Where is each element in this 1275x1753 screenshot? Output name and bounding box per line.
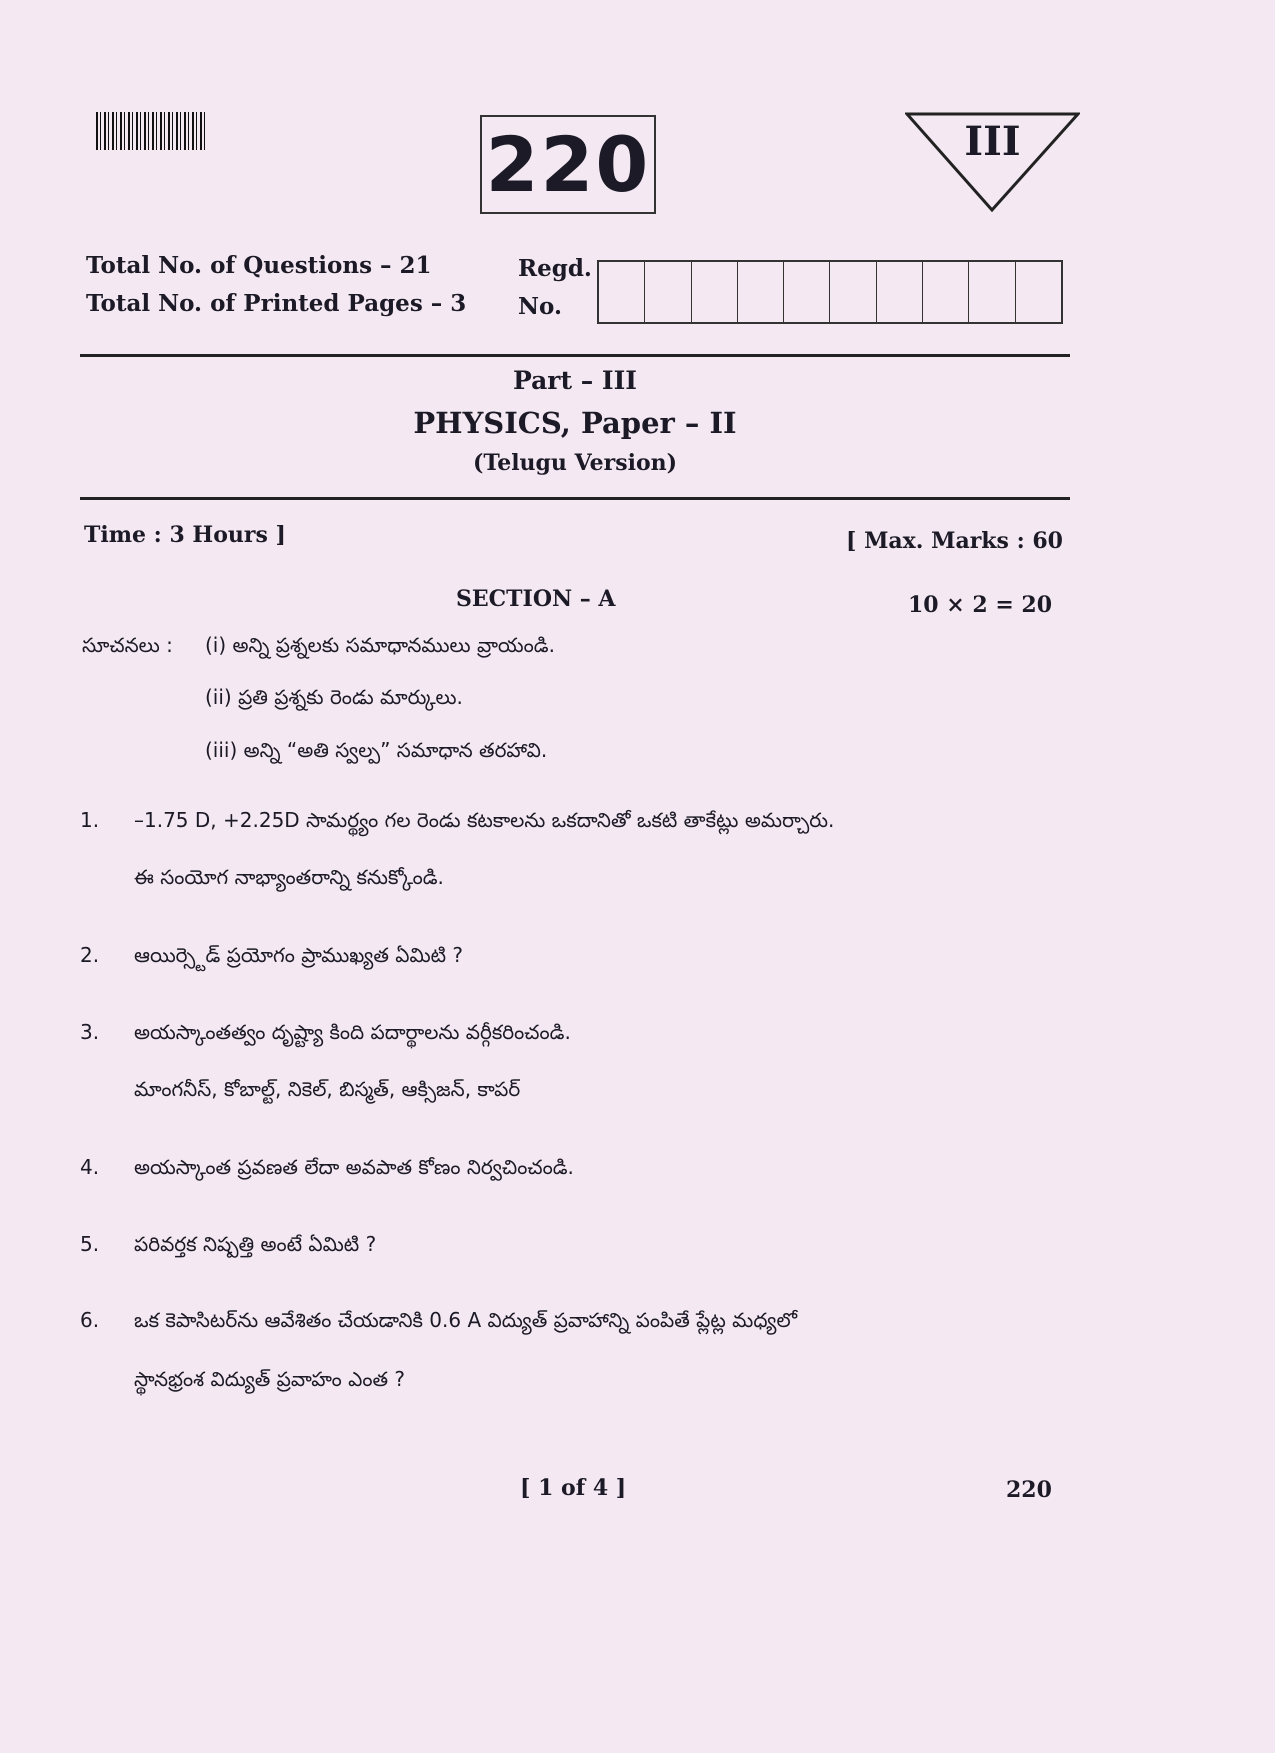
paper-code-box: 220: [480, 115, 656, 214]
divider-top: [80, 354, 1070, 357]
question-text: పరివర్తక నిష్పత్తి అంటే ఏమిటి ?: [134, 1232, 377, 1256]
question-text: –1.75 D, +2.25D సామర్థ్యం గల రెండు కటకాలను ఒకదానితో ఒకటి తాకేట్లు అమర్చారు.: [134, 808, 835, 832]
question-text: ఈ సంయోగ నాభ్యాంతరాన్ని కనుక్కోండి.: [134, 865, 444, 889]
regd-label: Regd.: [518, 255, 592, 282]
regd-box: [645, 262, 691, 322]
section-title: SECTION – A: [456, 586, 616, 612]
regd-box: [784, 262, 830, 322]
regd-box: [830, 262, 876, 322]
question-number: 4.: [80, 1155, 100, 1179]
regd-no-label: No.: [518, 293, 562, 320]
question-number: 5.: [80, 1232, 100, 1256]
question-text: ఆయిర్స్టెడ్ ప్రయోగం ప్రాముఖ్యత ఏమిటి ?: [134, 943, 464, 967]
regd-box: [738, 262, 784, 322]
question-text: అయస్కాంత ప్రవణత లేదా అవపాత కోణం నిర్వచించండి.: [134, 1155, 574, 1179]
section-marks: 10 × 2 = 20: [908, 592, 1053, 618]
question-number: 3.: [80, 1020, 100, 1044]
instructions-label: సూచనలు :: [82, 633, 173, 657]
part-title: Part – III: [512, 366, 638, 395]
total-questions: Total No. of Questions – 21: [86, 252, 432, 279]
question-text: అయస్కాంతత్వం దృష్ట్యా కింది పదార్థాలను వర్గీకరించండి.: [134, 1020, 571, 1044]
version-title: (Telugu Version): [472, 450, 678, 476]
max-marks: [ Max. Marks : 60: [846, 528, 1063, 554]
part-roman-label: III: [964, 118, 1021, 165]
regd-box: [599, 262, 645, 322]
divider-bottom: [80, 497, 1070, 500]
question-number: 6.: [80, 1308, 100, 1332]
question-text: మాంగనీస్, కోబాల్ట్, నికెల్, బిస్మత్, ఆక్సిజన్, కాపర్: [134, 1077, 521, 1101]
question-number: 1.: [80, 808, 100, 832]
barcode-icon: [96, 112, 208, 150]
instruction-item: (ii) ప్రతి ప్రశ్నకు రెండు మార్కులు.: [205, 685, 463, 709]
instruction-item: (i) అన్ని ప్రశ్నలకు సమాధానములు వ్రాయండి.: [205, 633, 555, 657]
regd-box: [692, 262, 738, 322]
exam-time: Time : 3 Hours ]: [84, 522, 286, 548]
regd-box: [1016, 262, 1061, 322]
total-pages: Total No. of Printed Pages – 3: [86, 290, 467, 317]
regd-box: [923, 262, 969, 322]
subject-title: PHYSICS, Paper – II: [413, 406, 737, 440]
question-text: స్థానభ్రంశ విద్యుత్ ప్రవాహం ఎంత ?: [134, 1367, 406, 1391]
regd-box: [969, 262, 1015, 322]
page-indicator: [ 1 of 4 ]: [520, 1475, 627, 1501]
regd-box: [877, 262, 923, 322]
footer-code: 220: [1006, 1477, 1052, 1503]
regd-number-boxes: [597, 260, 1063, 324]
question-number: 2.: [80, 943, 100, 967]
instruction-item: (iii) అన్ని “అతి స్వల్ప” సమాధాన తరహావి.: [205, 738, 548, 762]
question-text: ఒక కెపాసిటర్‌ను ఆవేశితం చేయడానికి 0.6 A విద్యుత్ ప్రవాహాన్ని పంపితే ప్లేట్ల మధ్యలో: [134, 1308, 798, 1332]
